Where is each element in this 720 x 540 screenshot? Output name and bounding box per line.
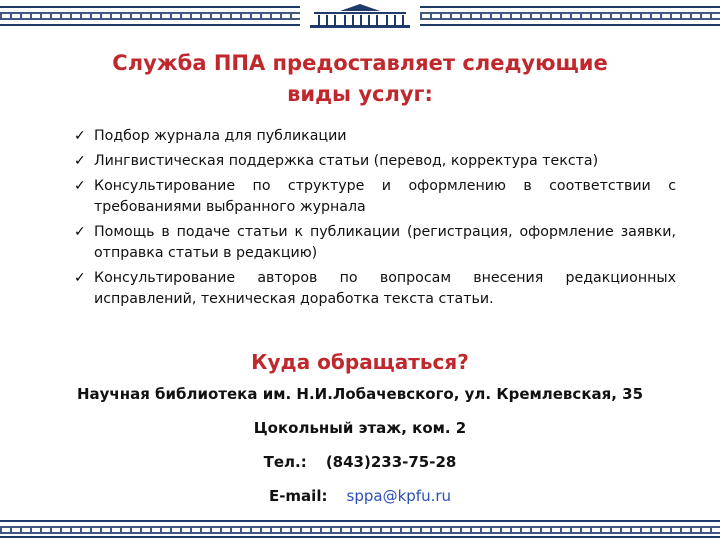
bottom-decor-band <box>0 518 720 540</box>
contact-address <box>60 384 660 404</box>
top-decor-band <box>0 0 720 34</box>
title-line-2 <box>60 79 660 110</box>
check-icon: ✓ <box>74 153 86 169</box>
contact-floor <box>60 418 660 438</box>
title-line-2-text: виды услуг <box>287 82 425 106</box>
contact-section <box>60 348 660 520</box>
bottom-border-line-lower <box>0 536 720 538</box>
list-item <box>74 222 676 264</box>
phone-label: Тел.: <box>263 453 307 471</box>
title-colon: : <box>424 82 433 106</box>
list-item-text: Подбор журнала для публикации <box>94 128 347 144</box>
contact-phone <box>60 452 660 472</box>
list-item-text: Консультирование по структуре и оформлению в соответствии с требованиями выбранного журнала <box>94 178 676 215</box>
floor-text: Цокольный этаж, ком. 2 <box>253 419 467 437</box>
list-item <box>74 176 676 218</box>
page-title <box>60 48 660 110</box>
check-icon: ✓ <box>74 128 86 144</box>
university-logo <box>300 2 420 30</box>
bottom-border-line <box>0 520 720 522</box>
university-building-icon <box>300 2 420 30</box>
list-item-text: Помощь в подаче статьи к публикации (регистрация, оформление заявки, отправка статьи в редакцию) <box>94 224 676 261</box>
check-icon: ✓ <box>74 224 86 240</box>
contact-email <box>60 486 660 506</box>
check-icon: ✓ <box>74 178 86 194</box>
phone-value: (843)233-75-28 <box>325 453 457 471</box>
address-text: Научная библиотека им. Н.И.Лобачевского, ул. Кремлевская, 35 <box>76 385 644 403</box>
contact-heading: Куда обращаться? <box>251 350 469 374</box>
services-list <box>74 126 676 314</box>
list-item <box>74 151 676 172</box>
list-item-text: Лингвистическая поддержка статьи (перевод, корректура текста) <box>94 153 599 169</box>
check-icon: ✓ <box>74 270 86 286</box>
bottom-meander-pattern <box>0 526 720 534</box>
list-item-text: Консультирование авторов по вопросам внесения редакционных исправлений, техническая доработка текста статьи. <box>94 270 676 307</box>
list-item <box>74 268 676 310</box>
email-label: E-mail: <box>268 487 328 505</box>
email-link[interactable]: sppa@kpfu.ru <box>346 487 452 505</box>
list-item <box>74 126 676 147</box>
title-line-1: Служба ППА предоставляет следующие <box>112 51 608 75</box>
